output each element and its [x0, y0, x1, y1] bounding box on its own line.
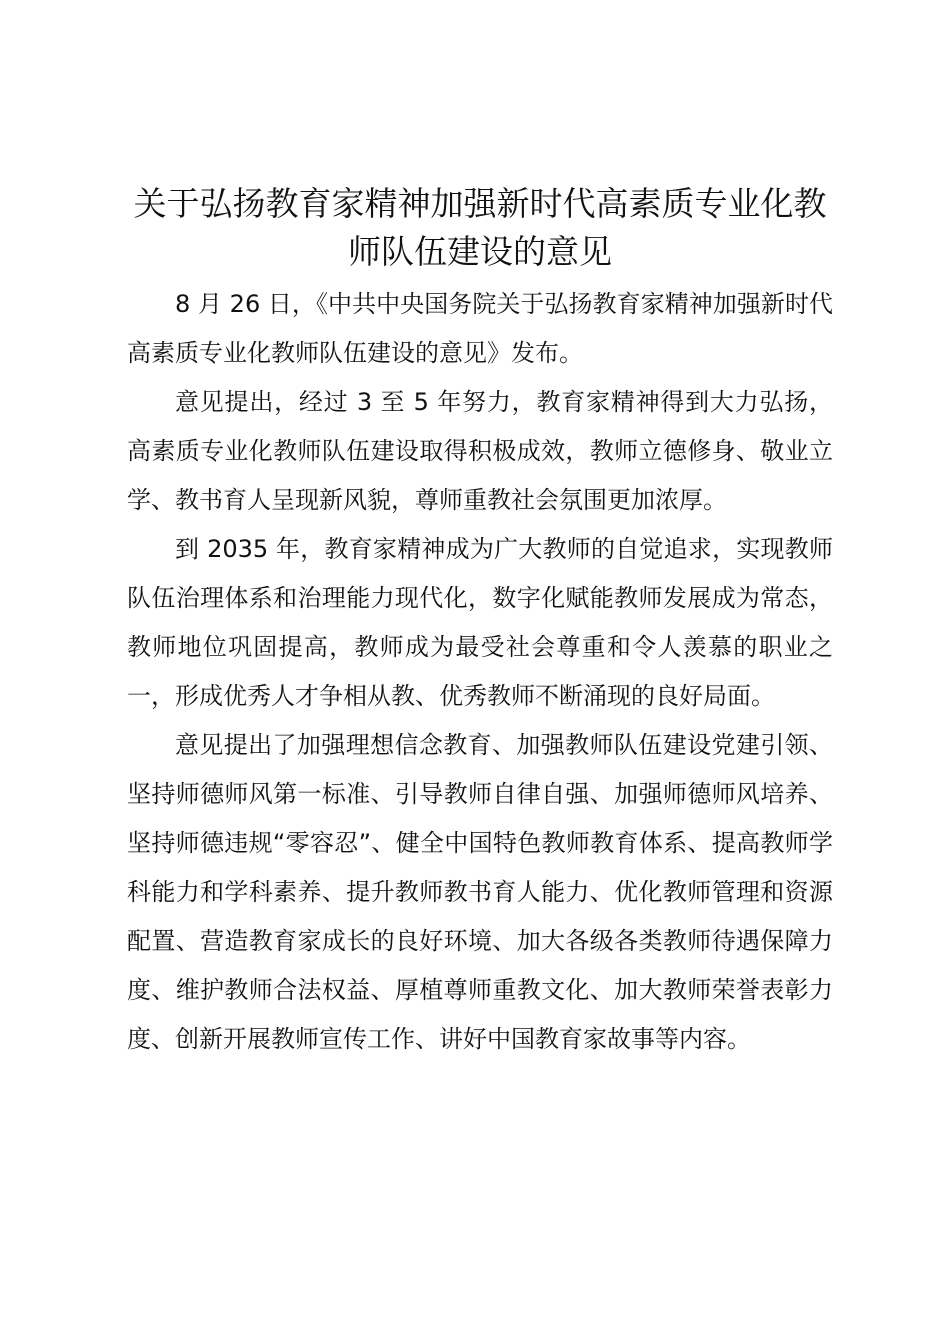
paragraph-3: 到 2035 年，教育家精神成为广大教师的自觉追求，实现教师队伍治理体系和治理能力现代化，数字化赋能教师发展成为常态，教师地位巩固提高，教师成为最受社会尊重和令人羡慕的职业之一，形成优秀人才争相从教、优秀教师不断涌现的良好局面。	[127, 535, 833, 710]
paragraph-2: 意见提出，经过 3 至 5 年努力，教育家精神得到大力弘扬，高素质专业化教师队伍建设取得积极成效，教师立德修身、敬业立学、教书育人呈现新风貌，尊师重教社会氛围更加浓厚。	[127, 388, 833, 514]
paragraph-1: 8 月 26 日，《中共中央国务院关于弘扬教育家精神加强新时代高素质专业化教师队伍建设的意见》发布。	[127, 290, 833, 367]
document-body	[127, 180, 833, 1064]
document-content	[127, 280, 833, 1064]
document-title: 关于弘扬教育家精神加强新时代高素质专业化教师队伍建设的意见	[133, 184, 827, 271]
paragraph-4: 意见提出了加强理想信念教育、加强教师队伍建设党建引领、坚持师德师风第一标准、引导教师自律自强、加强师德师风培养、坚持师德违规“零容忍”、健全中国特色教师教育体系、提高教师学科能力和学科素养、提升教师教书育人能力、优化教师管理和资源配置、营造教育家成长的良好环境、加大各级各类教师待遇保障力度、维护教师合法权益、厚植尊师重教文化、加大教师荣誉表彰力度、创新开展教师宣传工作、讲好中国教育家故事等内容。	[127, 731, 833, 1053]
